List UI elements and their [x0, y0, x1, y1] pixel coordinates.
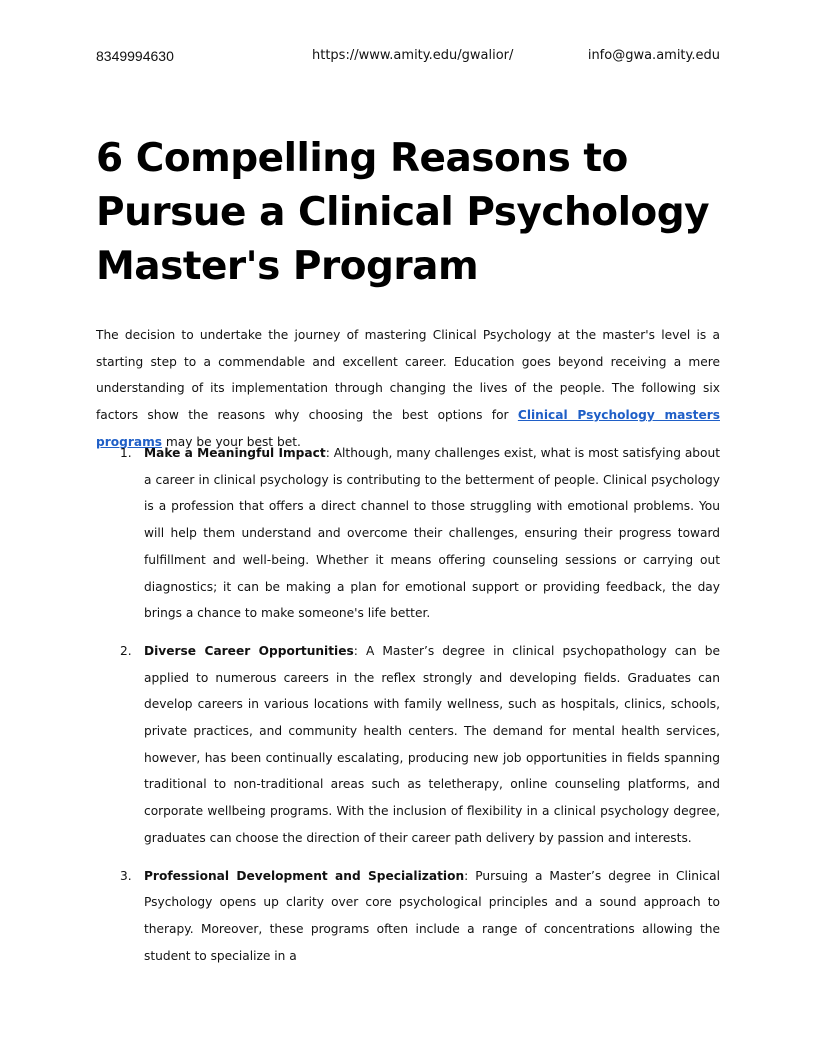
reason-heading: Make a Meaningful Impact [144, 446, 326, 460]
reason-text: : A Master’s degree in clinical psychopathology can be applied to numerous careers in the reflex strongly and developing fields. Graduates can develop careers in various locations with family wellness, such as hospitals, clinics, schools, private practices, and community health centers. The demand for mental health services, however, has been continually escalating, producing new job opportunities in fields spanning traditional to non-traditional areas such as teletherapy, online counseling platforms, and corporate wellbeing programs. With the inclusion of flexibility in a clinical psychology degree, graduates can choose the direction of their career path delivery by passion and interests. [144, 643, 720, 845]
list-item [96, 863, 720, 963]
header-phone: 8349994630 [96, 48, 174, 64]
list-number: 3. [120, 868, 132, 883]
reason-heading: Professional Development and Specialization [144, 868, 465, 883]
list-item [96, 638, 720, 852]
reason-heading: Diverse Career Opportunities [144, 643, 354, 658]
list-number: 2. [120, 643, 132, 658]
article-title: 6 Compelling Reasons to Pursue a Clinical Psychology Master's Program [96, 136, 710, 289]
clinical-psychology-programs-link[interactable]: Clinical Psychology masters programs [96, 408, 720, 449]
page-header [96, 48, 720, 68]
intro-text: The decision to undertake the journey of mastering Clinical Psychology at the master's level is a starting step to a commendable and excellent career. Education goes beyond receiving a mere understanding of its implementation through changing the lives of the people. The following six factors show the reasons why choosing the best options for [96, 328, 720, 423]
header-email[interactable]: info@gwa.amity.edu [587, 48, 720, 63]
list-item [96, 440, 720, 627]
intro-text-end: may be your best bet. [162, 434, 301, 449]
header-url[interactable]: https://www.amity.edu/gwalior/ [312, 48, 514, 63]
reasons-list [96, 440, 720, 963]
reason-text: : Although, many challenges exist, what is most satisfying about a career in clinical psychology is contributing to the betterment of people. Clinical psychology is a profession that offers a direct channel to those struggling with emotional problems. You will help them understand and overcome their challenges, ensuring their progress toward fulfillment and well-being. Whether it means offering counseling sessions or carrying out diagnostics; it can be making a plan for emotional support or providing feedback, the day brings a chance to make someone's life better. [144, 446, 720, 621]
reason-text: : Pursuing a Master’s degree in Clinical Psychology opens up clarity over core psychological principles and a sound approach to therapy. Moreover, these programs often include a range of concentrations allowing the student to specialize in a [144, 868, 720, 963]
list-number: 1. [120, 446, 132, 460]
intro-paragraph [96, 322, 720, 456]
